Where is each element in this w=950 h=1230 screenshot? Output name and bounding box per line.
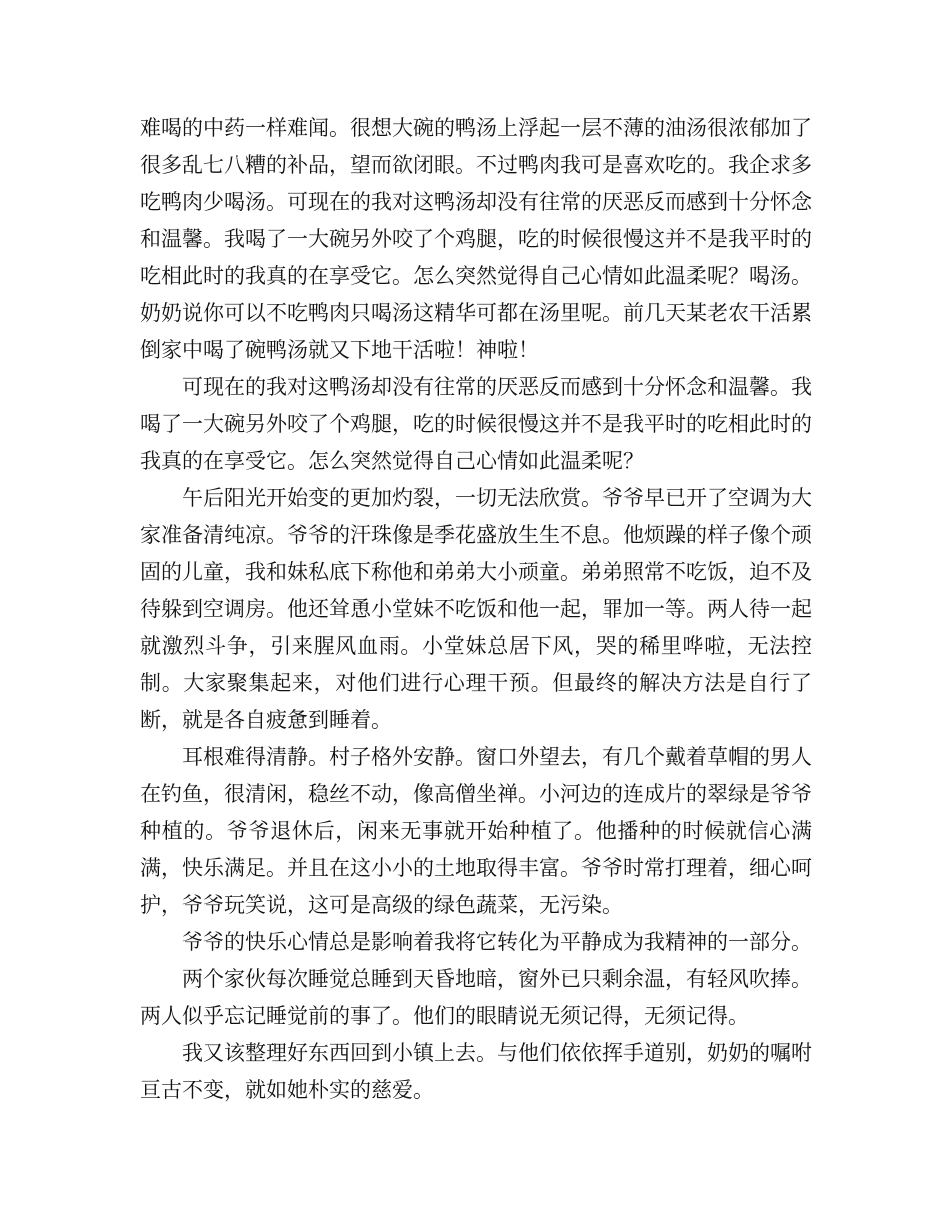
paragraph-3: 午后阳光开始变的更加灼裂，一切无法欣赏。爷爷早已开了空调为大家准备清纯凉。爷爷的汗珠像是季花盛放生生不息。他烦躁的样子像个顽固的儿童，我和妹私底下称他和弟弟大小顽童。弟弟照常不吃饭，迫不及待躲到空调房。他还耸恿小堂妹不吃饭和他一起，罪加一等。两人待一起就激烈斗争，引来腥风血雨。小堂妹总居下风，哭的稀里哗啦，无法控制。大家聚集起来，对他们进行心理干预。但最终的解决方法是自行了断，就是各自疲惫到睡着。	[140, 486, 812, 732]
paragraph-7: 我又该整理好东西回到小镇上去。与他们依依挥手道别，奶奶的嘱咐亘古不变，就如她朴实的慈爱。	[140, 1041, 812, 1102]
paragraph-6: 两个家伙每次睡觉总睡到天昏地暗，窗外已只剩余温，有轻风吹捧。两人似乎忘记睡觉前的事了。他们的眼睛说无须记得，无须记得。	[140, 967, 812, 1028]
paragraph-1: 难喝的中药一样难闻。很想大碗的鸭汤上浮起一层不薄的油汤很浓郁加了很多乱七八糟的补品，望而欲闭眼。不过鸭肉我可是喜欢吃的。我企求多吃鸭肉少喝汤。可现在的我对这鸭汤却没有往常的厌恶反而感到十分怀念和温馨。我喝了一大碗另外咬了个鸡腿，吃的时候很慢这并不是我平时的吃相此时的我真的在享受它。怎么突然觉得自己心情如此温柔呢？喝汤。奶奶说你可以不吃鸭肉只喝汤这精华可都在汤里呢。前几天某老农干活累倒家中喝了碗鸭汤就又下地干活啦！神啦！	[140, 116, 812, 362]
paragraph-4: 耳根难得清静。村子格外安静。窗口外望去，有几个戴着草帽的男人在钓鱼，很清闲，稳丝不动，像高僧坐禅。小河边的连成片的翠绿是爷爷种植的。爷爷退休后，闲来无事就开始种植了。他播种的时候就信心满满，快乐满足。并且在这小小的土地取得丰富。爷爷时常打理着，细心呵护，爷爷玩笑说，这可是高级的绿色蔬菜，无污染。	[140, 745, 812, 917]
article-body	[140, 110, 812, 1109]
paragraph-5: 爷爷的快乐心情总是影响着我将它转化为平静成为我精神的一部分。	[182, 930, 812, 954]
paragraph-2: 可现在的我对这鸭汤却没有往常的厌恶反而感到十分怀念和温馨。我喝了一大碗另外咬了个鸡腿，吃的时候很慢这并不是我平时的吃相此时的我真的在享受它。怎么突然觉得自己心情如此温柔呢？	[140, 375, 812, 473]
